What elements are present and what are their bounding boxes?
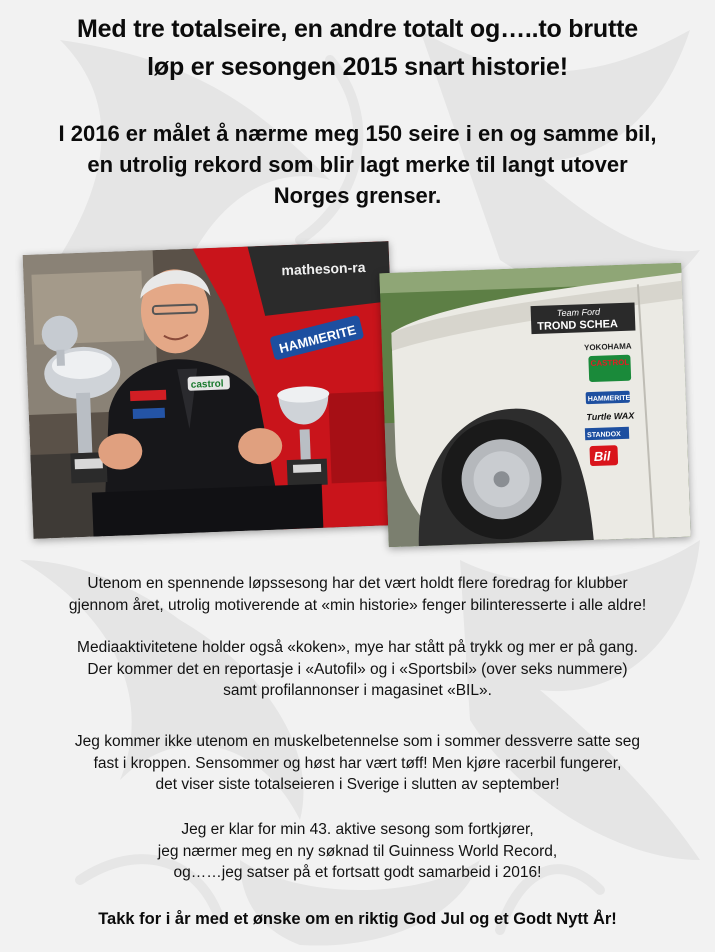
subheadline xyxy=(10,118,705,211)
car-window-text: matheson-ra xyxy=(281,258,366,279)
subheadline-line: I 2016 er målet å nærme meg 150 seire i en og samme bil, xyxy=(58,121,657,146)
decal-bil: Bil xyxy=(593,448,611,464)
decal-yokohama: YOKOHAMA xyxy=(583,341,632,353)
headline-line: løp er sesongen 2015 snart historie! xyxy=(147,53,568,81)
paragraph-line: Jeg er klar for min 43. aktive sesong som fortkjører, xyxy=(181,821,534,838)
hammerite-sticker: HAMMERITE xyxy=(277,322,358,357)
paragraph-line: Mediaaktivitetene holder også «koken», mye har stått på trykk og mer er på gang. xyxy=(77,639,638,656)
paragraph-line: samt profilannonser i magasinet «BIL». xyxy=(223,682,492,699)
decal-standox: STANDOX xyxy=(586,431,621,440)
paragraph-line: Utenom en spennende løpssesong har det vært holdt flere foredrag for klubber xyxy=(87,575,628,592)
team-sticker-line2: TROND SCHEA xyxy=(537,318,619,333)
paragraph-line: Der kommer det en reportasje i «Autofil» og i «Sportsbil» (over seks nummere) xyxy=(87,660,628,678)
paragraph-line: det viser siste totalseieren i Sverige i slutten av september! xyxy=(155,776,560,793)
closing-greeting: Takk for i år med et ønske om en riktig God Jul og et Godt Nytt År! xyxy=(98,910,617,928)
paragraph-line: jeg nærmer meg en ny søknad til Guinness World Record, xyxy=(157,842,558,860)
driver-trophies-photo xyxy=(23,241,400,539)
paragraph-line: og……jeg satser på et fortsatt godt samarbeid i 2016! xyxy=(173,864,542,881)
paragraph-line: Jeg kommer ikke utenom en muskelbetennelse som i sommer dessverre satte seg xyxy=(74,733,641,750)
paragraph-line: gjennom året, utrolig motiverende at «min historie» fenger bilinteresserte i alle aldre! xyxy=(68,596,647,614)
paragraph-media xyxy=(20,637,695,702)
subheadline-line: en utrolig rekord som blir lagt merke til langt utover xyxy=(87,152,628,177)
paragraph-line: fast i kroppen. Sensommer og høst har vært tøff! Men kjøre racerbil fungerer, xyxy=(93,754,622,772)
team-sticker-line1: Team Ford xyxy=(556,306,601,319)
paragraph-next-season xyxy=(20,819,695,884)
paragraph-lectures xyxy=(20,573,695,616)
headline-line: Med tre totalseire, en andre totalt og…..to brutte xyxy=(77,15,638,43)
race-car-photo xyxy=(379,263,690,547)
decal-turtle-wax: Turtle WAX xyxy=(586,410,635,423)
subheadline-line: Norges grenser. xyxy=(273,183,442,208)
decal-castrol: CASTROL xyxy=(590,357,630,369)
paragraph-health xyxy=(20,731,695,796)
castrol-patch: castrol xyxy=(190,378,224,391)
decal-hammerite: HAMMERITE xyxy=(587,394,631,404)
headline xyxy=(10,10,705,86)
